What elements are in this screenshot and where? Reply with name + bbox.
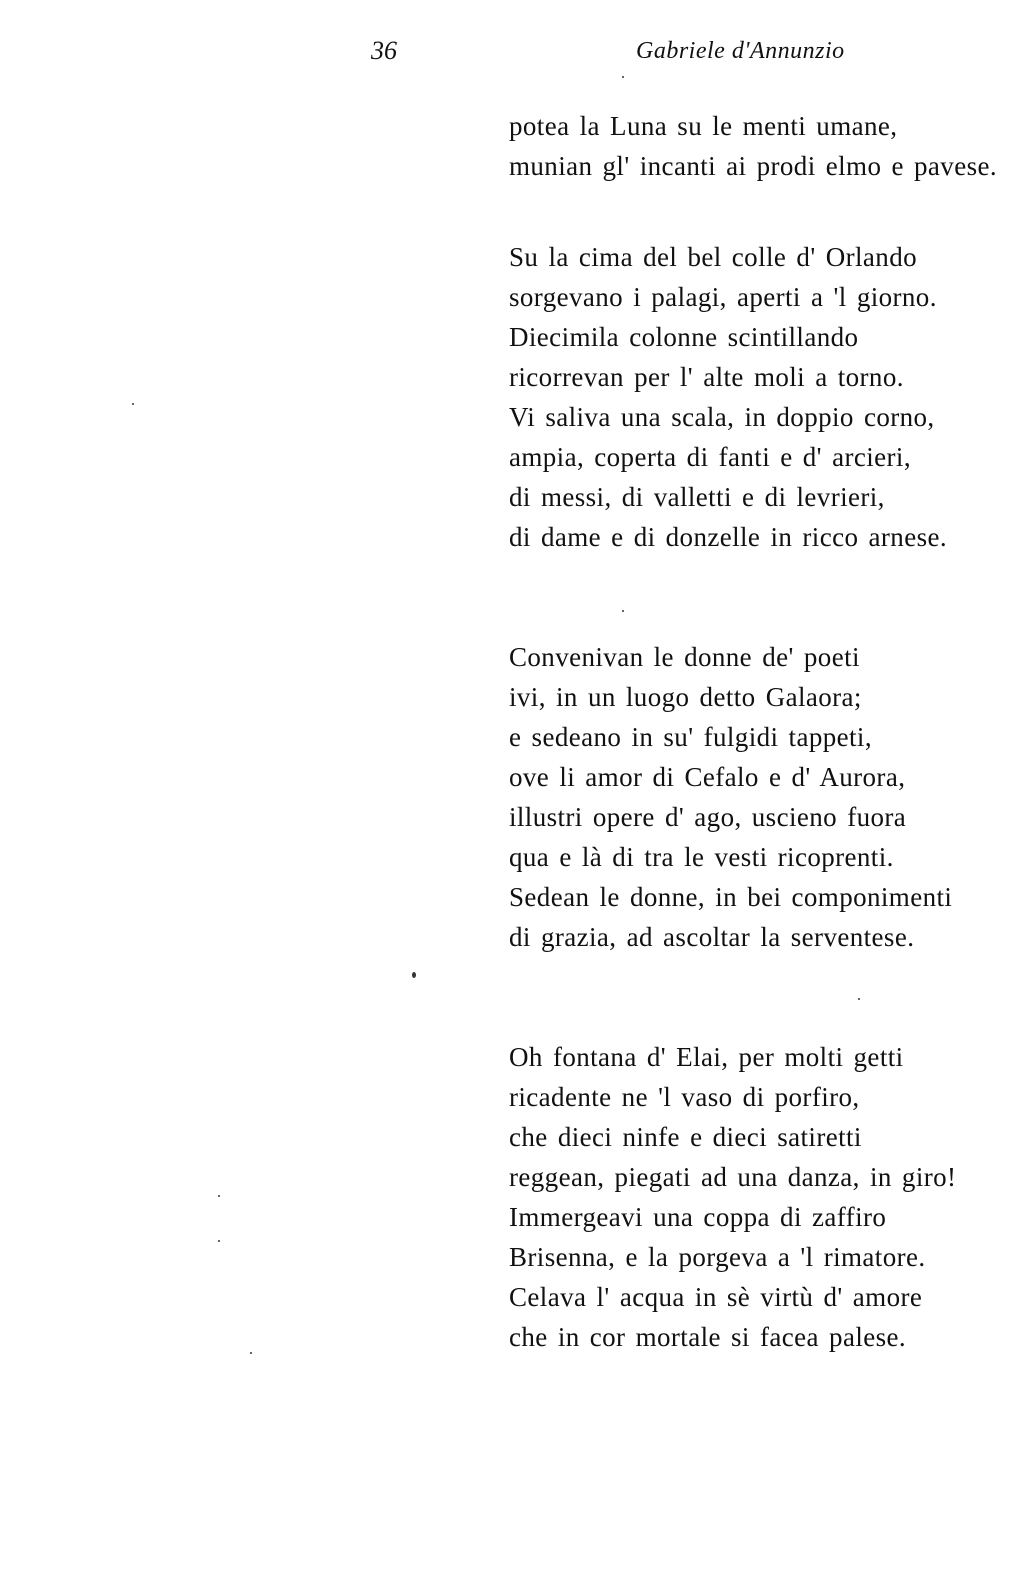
scan-speck — [218, 1195, 220, 1197]
scan-speck — [132, 403, 134, 405]
verse-line: Diecimila colonne scintillando — [509, 322, 859, 352]
verse-line: e sedeano in su' fulgidi tappeti, — [509, 722, 872, 752]
stanza — [509, 237, 947, 557]
verse-line: Celava l' acqua in sè virtù d' amore — [509, 1282, 923, 1312]
verse-line: che in cor mortale si facea palese. — [509, 1322, 907, 1352]
stanza — [509, 637, 952, 957]
verse-line: qua e là di tra le vesti ricoprenti. — [509, 842, 894, 872]
stanza — [509, 106, 997, 186]
verse-line: di dame e di donzelle in ricco arnese. — [509, 522, 948, 552]
verse-line: Convenivan le donne de' poeti — [509, 642, 860, 672]
scan-speck — [858, 998, 860, 1000]
verse-line: munian gl' incanti ai prodi elmo e pavese. — [509, 151, 998, 181]
verse-line: illustri opere d' ago, uscieno fuora — [509, 802, 907, 832]
verse-line: Su la cima del bel colle d' Orlando — [509, 242, 918, 272]
page-number: 36 — [371, 36, 397, 65]
scan-speck — [412, 972, 416, 978]
scan-speck — [622, 610, 624, 612]
stanza — [509, 1037, 956, 1357]
verse-line: ove li amor di Cefalo e d' Aurora, — [509, 762, 906, 792]
verse-line: di grazia, ad ascoltar la serventese. — [509, 922, 915, 952]
verse-line: ampia, coperta di fanti e d' arcieri, — [509, 442, 911, 472]
scan-speck — [250, 1352, 252, 1354]
verse-line: sorgevano i palagi, aperti a 'l giorno. — [509, 282, 937, 312]
verse-line: Sedean le donne, in bei componimenti — [509, 882, 953, 912]
verse-line: Brisenna, e la porgeva a 'l rimatore. — [509, 1242, 926, 1272]
verse-line: Vi saliva una scala, in doppio corno, — [509, 402, 935, 432]
scan-speck — [218, 1240, 220, 1242]
verse-line: ricadente ne 'l vaso di porfiro, — [509, 1082, 860, 1112]
verse-line: ivi, in un luogo detto Galaora; — [509, 682, 862, 712]
verse-line: ricorrevan per l' alte moli a torno. — [509, 362, 904, 392]
scan-speck — [622, 76, 624, 78]
running-title: Gabriele d'Annunzio — [636, 38, 845, 64]
verse-line: che dieci ninfe e dieci satiretti — [509, 1122, 862, 1152]
verse-line: di messi, di valletti e di levrieri, — [509, 482, 885, 512]
verse-line: Oh fontana d' Elai, per molti getti — [509, 1042, 904, 1072]
verse-line: potea la Luna su le menti umane, — [509, 111, 898, 141]
verse-line: reggean, piegati ad una danza, in giro! — [509, 1162, 957, 1192]
verse-line: Immergeavi una coppa di zaffiro — [509, 1202, 887, 1232]
